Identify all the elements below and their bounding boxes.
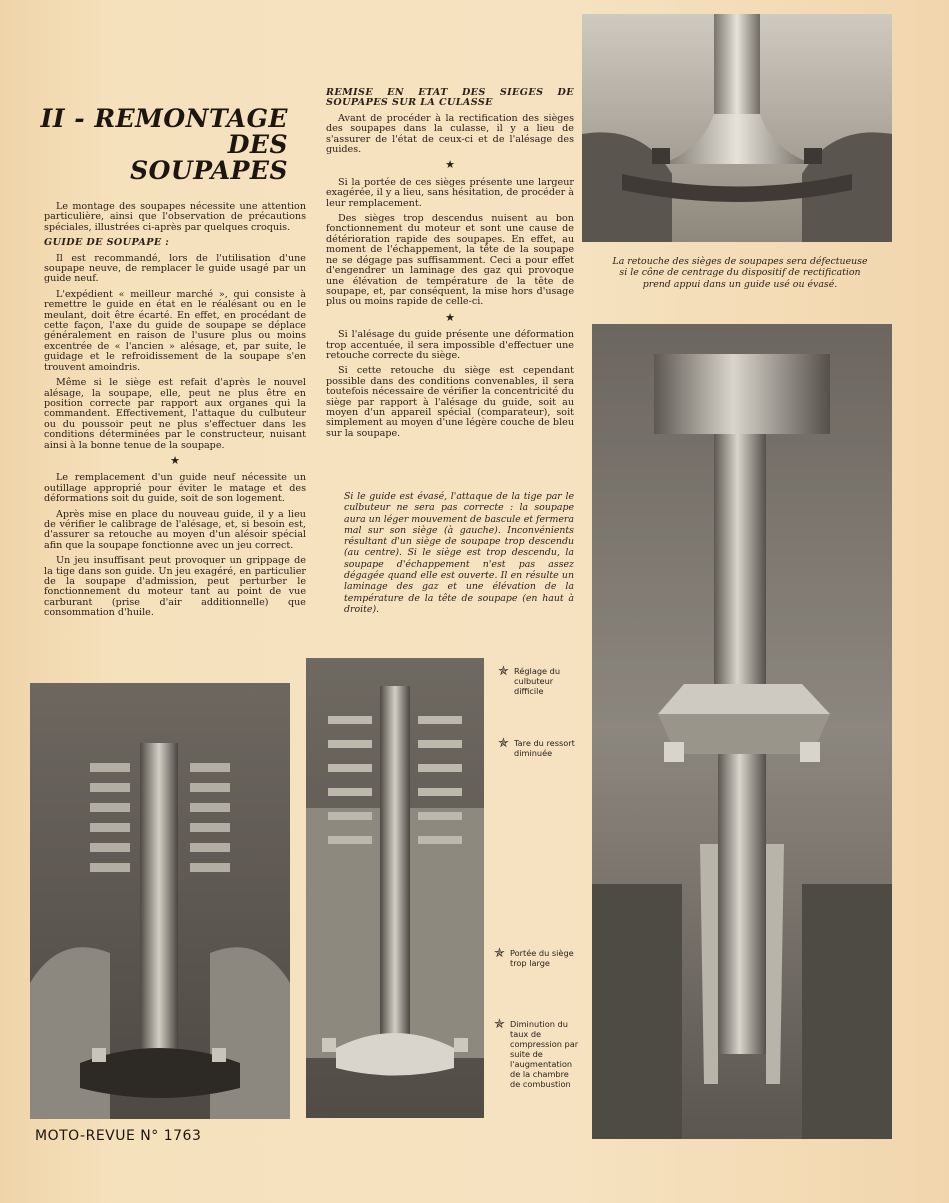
star-separator: ★: [445, 310, 455, 324]
title-line-2: DES: [227, 130, 288, 159]
legend-item: ✯ Réglage du culbuteur difficile: [498, 664, 561, 696]
paragraph: Si la portée de ces sièges présente une largeur exagérée, il y a lieu, sans hésitation, de procéder à leur remplacement.: [326, 176, 574, 209]
left-column: [44, 202, 306, 624]
figure-caption-middle: Si le guide est évasé, l'attaque de la tige par le culbuteur ne sera pas correcte : la soupape aura un léger mouvement de bascule et fermera mal sur son siège (à gauche). Inconvénients résultant d'un siège de soupape trop descendu (au centre). Si le siège est trop descendu, la soupape d'échappement n'est pas assez dégagée quand elle est ouverte. Il en résulte un laminage des gaz et une élévation de la température de la tête de soupape (en haut à droite).: [344, 491, 574, 615]
valve-rectification-photo: [592, 324, 892, 1139]
paragraph: Si l'alésage du guide présente une déformation trop accentuée, il sera impossible d'effectuer une retouche correcte du siège.: [326, 329, 574, 361]
paragraph: Le remplacement d'un guide neuf nécessite un outillage approprié pour éviter le matage et des déformations soit du guide, soit de son logement.: [44, 472, 306, 505]
valve-spring-center-illustration: [306, 658, 484, 1118]
page-footer: MOTO-REVUE N° 1763: [35, 1128, 202, 1144]
section-subhead: REMISE EN ETAT DES SIEGES DE SOUPAPES SUR LA CULASSE: [326, 87, 574, 109]
legend-item: ✯ Portée du siège trop large: [494, 946, 574, 968]
valve-guide-flared-photo: [30, 683, 290, 1119]
reamer-in-guide-illustration: [592, 324, 892, 1139]
valve-seat-too-low-photo: [306, 658, 484, 1118]
intro-paragraph: Le montage des soupapes nécessite une attention particulière, ainsi que l'observation de précautions spéciales, illustrées ci-après par quelques croquis.: [44, 201, 306, 233]
valve-seat-illustration: [582, 14, 892, 242]
section-subhead: GUIDE DE SOUPAPE :: [44, 237, 170, 249]
paragraph: Des sièges trop descendus nuisent au bon fonctionnement du moteur et sont une cause de détérioration rapide des soupapes. En effet, au moment de l'échappement, la tête de la soupape ne se dégage pas suffisamment. Ceci a pour effet d'engendrer un laminage des gaz qui provoque une élévation de température de la tête de soupape, et, par conséquent, la mise hors d'usage plus ou moins rapide de celle-ci.: [326, 213, 574, 308]
paragraph: Même si le siège est refait d'après le nouvel alésage, la soupape, elle, peut ne plus être en position correcte par rapport aux organes qui la commandent. Effectivement, l'attaque du culbuteur ou du poussoir peut ne plus s'effectuer dans les conditions déterminées par le constructeur, nuisant ainsi à la bonne tenue de la soupape.: [44, 377, 306, 451]
paragraph: Un jeu insuffisant peut provoquer un grippage de la tige dans son guide. Un jeu exagéré, en particulier de la soupape d'admission, peut perturber le fonctionnement du moteur tant au point de vue carburant (prise d'air additionnelle) que consommation d'huile.: [44, 555, 306, 619]
article-title: [40, 106, 288, 184]
paragraph: Il est recommandé, lors de l'utilisation d'une soupape neuve, de remplacer le guide usagé par un guide neuf.: [44, 252, 306, 285]
figure-caption-top-right: La retouche des sièges de soupapes sera défectueuse si le cône de centrage du dispositif de rectification prend appui dans un guide usé ou évasé.: [612, 256, 868, 290]
legend-item: ✯ Diminution du taux de compression par suite de l'augmentation de la chambre de combustion: [494, 1017, 579, 1089]
middle-column: [326, 88, 574, 444]
paragraph: Avant de procéder à la rectification des sièges des soupapes dans la culasse, il y a lieu de s'assurer de l'état de ceux-ci et de l'alésage des guides.: [326, 112, 574, 156]
star-separator: ★: [170, 453, 180, 467]
legend-item: ✯ Tare du ressort diminuée: [498, 736, 575, 758]
valve-seat-photo-top: [582, 14, 892, 242]
title-line-1: II - REMONTAGE: [40, 104, 288, 133]
paragraph: Après mise en place du nouveau guide, il y a lieu de vérifier le calibrage de l'alésage, et, si besoin est, d'assurer sa retouche au moyen d'un alésoir spécial afin que la soupape fonctionne avec un jeu correct.: [44, 508, 306, 551]
paragraph: Si cette retouche du siège est cependant possible dans des conditions convenables, il sera toutefois nécessaire de vérifier la concentricité du siège par rapport à l'alésage du guide, soit au moyen d'un appareil spécial (comparateur), soit simplement au moyen d'une légère couche de bleu sur la soupape.: [326, 365, 574, 439]
star-separator: ★: [445, 158, 455, 172]
star-marker-icon: ✯: [494, 946, 505, 961]
paragraph: L'expédient « meilleur marché », qui consiste à remettre le guide en état en le réalésant ou en le meulant, doit être écarté. En effet, en procédant de cette façon, l'axe du guide de soupape se déplace généralement en raison de l'usure plus ou moins excentrée de « l'ancien » alésage, et, par suite, le guidage et le refroidissement de la soupape s'en trouvent amoindris.: [44, 288, 306, 373]
valve-spring-left-illustration: [30, 683, 290, 1119]
star-marker-icon: ✯: [498, 664, 509, 679]
star-marker-icon: ✯: [494, 1017, 505, 1032]
title-line-3: SOUPAPES: [130, 156, 288, 185]
star-marker-icon: ✯: [498, 736, 509, 751]
